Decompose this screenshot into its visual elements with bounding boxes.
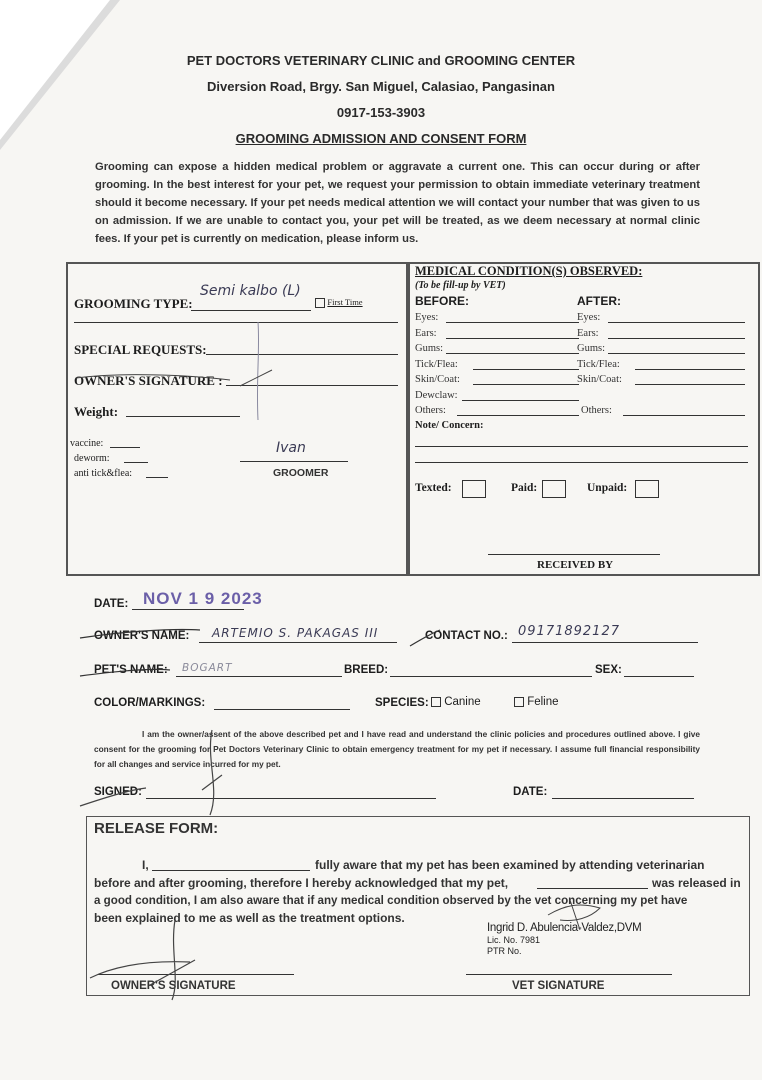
owner-name-value[interactable]: ARTEMIO S. PAKAGAS III (212, 626, 379, 640)
groomer-label: GROOMER (273, 467, 329, 479)
species-label: SPECIES: (375, 697, 429, 709)
release-text-1: fully aware that my pet has been examined by attending veterinarian (315, 858, 705, 872)
release-text-2: before and after grooming, therefore I hereby acknowledged that my pet, (94, 876, 509, 890)
owner-sig-label: OWNER'S SIGNATURE (111, 980, 236, 992)
medical-subtitle: (To be fill-up by VET) (415, 280, 506, 291)
release-text-4: a good condition, I am also aware that if any medical condition observed by the vet concerning my pet have (94, 894, 688, 907)
received-by-label: RECEIVED BY (537, 559, 614, 571)
check-marks (80, 629, 440, 676)
before-row-label: Gums: (415, 343, 444, 354)
date-stamp: NOV 1 9 2023 (143, 589, 263, 608)
release-owner-scribble (90, 920, 195, 1000)
color-markings-label: COLOR/MARKINGS: (94, 697, 206, 709)
first-time-label: First Time (327, 297, 363, 307)
note-concern-label: Note/ Concern: (415, 420, 484, 431)
groomer-name: Ivan (276, 440, 306, 456)
before-row-label: Tick/Flea: (415, 358, 458, 370)
contact-value[interactable]: 09171892127 (518, 624, 620, 639)
pet-name-label: PET'S NAME: (94, 664, 168, 676)
vet-sig-label: VET SIGNATURE (512, 980, 605, 992)
texted-label: Texted: (415, 482, 452, 494)
signature-stroke-vertical (257, 322, 258, 420)
release-text-i: I, (142, 858, 149, 872)
after-label: AFTER: (577, 294, 621, 308)
after-row-label: Others: (581, 405, 612, 416)
clinic-address: Diversion Road, Brgy. San Miguel, Calasiao, Pangasinan (207, 79, 555, 94)
sex-label: SEX: (595, 664, 622, 676)
before-row-label: Others: (415, 405, 446, 416)
contact-label: CONTACT NO.: (425, 630, 508, 642)
after-row-label: Eyes: (577, 312, 601, 323)
clinic-phone: 0917-153-3903 (336, 105, 426, 120)
owner-name-label: OWNER'S NAME: (94, 630, 190, 642)
release-text-5: been explained to me as well as the treatment options. (94, 911, 405, 925)
after-row-label: Gums: (577, 343, 606, 354)
vet-signature-scribble (548, 900, 600, 930)
owner-signature-scribble (76, 370, 272, 386)
paid-label: Paid: (511, 482, 538, 494)
vaccine-label: vaccine: (70, 438, 104, 449)
signed-date-label: DATE: (513, 786, 548, 798)
before-row-label: Ears: (415, 327, 437, 339)
grooming-type-label: GROOMING TYPE: (74, 296, 193, 311)
form-title: GROOMING ADMISSION AND CONSENT FORM (235, 131, 527, 146)
deworm-label: deworm: (74, 453, 110, 464)
feline-label: Feline (527, 696, 559, 708)
vet-name: Ingrid D. Abulencia-Valdez,DVM (487, 922, 642, 934)
before-row-label: Eyes: (415, 312, 439, 323)
owner-signature-label: OWNER'S SIGNATURE : (74, 373, 223, 388)
after-row-label: Ears: (577, 327, 599, 339)
intro-paragraph: Grooming can expose a hidden medical problem or aggravate a current one. This can occur during or after grooming. In the best interest for your pet, we request your permission to obtain immediate veterinary treatment should it become necessary. If your pet needs medical attention we will contact your number that was given to us on admission. If we are unable to contact you, your pet will be treated, as we deem necessary at normal clinic fees. If your pet is currently on medication, please inform us. (95, 161, 700, 245)
before-label: BEFORE: (415, 294, 469, 308)
medical-title: MEDICAL CONDITION(S) OBSERVED: (415, 264, 643, 278)
breed-label: BREED: (344, 664, 389, 676)
special-requests-label: SPECIAL REQUESTS: (74, 342, 207, 357)
grooming-type-value[interactable]: Semi kalbo (L) (200, 283, 301, 299)
before-row-label: Skin/Coat: (415, 374, 460, 385)
signed-scribble (80, 730, 222, 815)
anti-tick-label: anti tick&flea: (74, 468, 133, 479)
after-row-label: Skin/Coat: (577, 374, 622, 385)
clinic-name: PET DOCTORS VETERINARY CLINIC and GROOMING CENTER (186, 53, 576, 68)
signed-label: SIGNED: (94, 786, 142, 798)
unpaid-label: Unpaid: (587, 482, 628, 494)
release-title: RELEASE FORM: (94, 820, 219, 837)
canine-label: Canine (444, 696, 481, 708)
vet-lic-no: Lic. No. 7981 (487, 935, 541, 945)
weight-label: Weight: (74, 404, 119, 419)
pet-name-value[interactable]: BOGART (182, 662, 233, 674)
vet-ptr-no: PTR No. (487, 946, 522, 956)
before-row-label: Dewclaw: (415, 389, 458, 401)
date-label: DATE: (94, 598, 129, 610)
consent-paragraph: I am the owner/assent of the above described pet and I have read and understand the clinic policies and procedures outlined above. I give consent for the grooming for Pet Doctors Veterinary Clinic to obtain emergency treatment for my pet if necessary. I assume full financial responsibility for all changes and service incurred for my pet. (94, 729, 700, 769)
after-row-label: Tick/Flea: (577, 358, 620, 370)
release-text-3: was released in (652, 876, 741, 890)
